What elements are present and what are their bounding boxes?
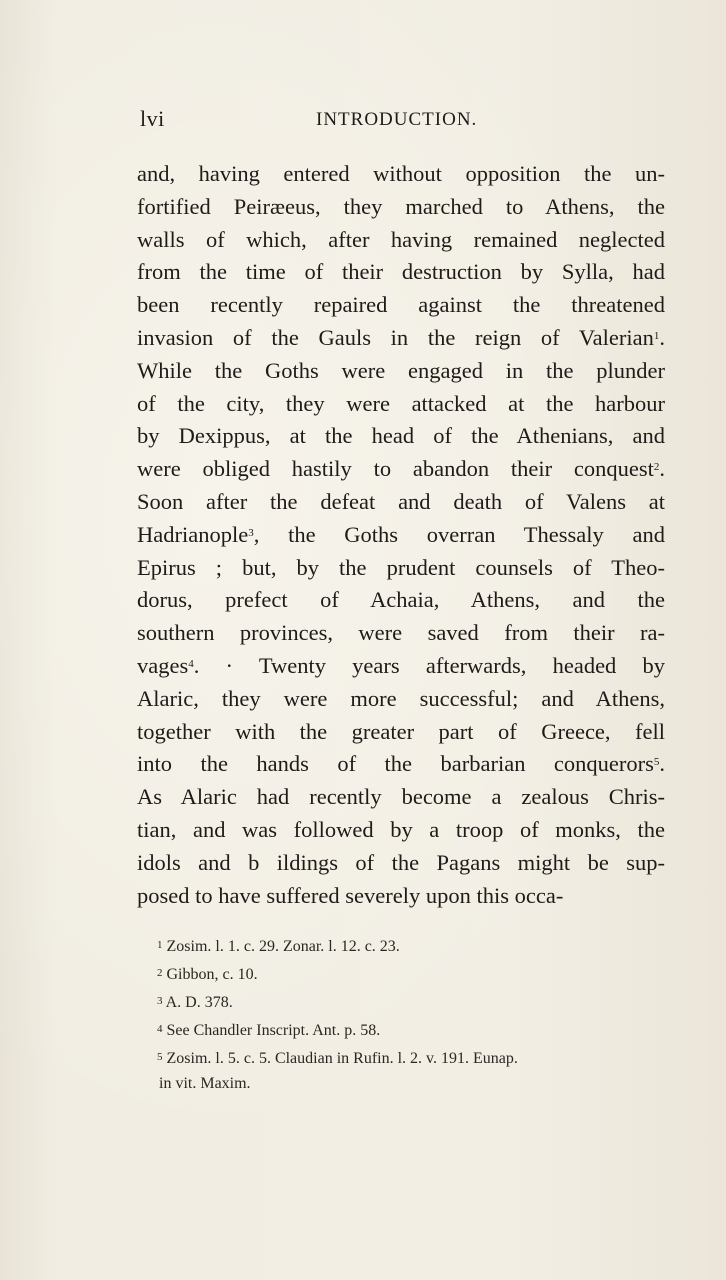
body-line [137,748,665,781]
body-line-text-after-ref: . · Twenty years afterwards, headed by [193,652,665,678]
footnote [157,1045,657,1073]
body-line [137,388,665,421]
body-line [137,191,665,224]
footnote-text: See Chandler Inscript. Ant. p. 58. [162,1022,381,1039]
footnote-reference[interactable]: 5 [653,756,660,769]
footnote [157,1017,657,1045]
footnote-mark: 3 [157,995,163,1007]
body-line-text: were obliged hastily to abandon their conquest [137,456,654,482]
body-line [137,716,665,749]
body-line [137,814,665,847]
body-line-text: vages [137,652,189,678]
footnote-mark: 4 [157,1023,163,1035]
body-line-text: from the time of their destruction by Sylla, had [137,259,665,285]
page-number: lvi [140,106,165,131]
body-line [137,519,665,552]
footnote-mark: 5 [157,1051,163,1063]
body-line [137,650,665,683]
body-line [137,781,665,814]
footnote-text: Zosim. l. 1. c. 29. Zonar. l. 12. c. 23. [162,938,400,955]
body-line-text: invasion of the Gauls in the reign of Valerian [137,324,654,350]
body-line [137,355,665,388]
body-line-text: and, having entered without opposition the un- [137,161,665,186]
body-line-text: idols and b ildings of the Pagans might be sup- [137,849,665,875]
footnote [157,933,657,961]
body-line [137,683,665,716]
footnote-mark: 1 [157,939,163,951]
body-line-text: walls of which, after having remained neglected [137,226,665,252]
footnote [157,961,657,989]
body-line [137,158,665,191]
body-line [137,880,665,913]
body-line [137,420,665,453]
body-line [137,289,665,322]
footnote-text: A. D. 378. [162,994,233,1011]
body-line-text: fortified Peiræeus, they marched to Athens, the [137,193,665,219]
running-head: INTRODUCTION. [316,109,478,130]
body-line [137,617,665,650]
footnote-reference[interactable]: 2 [653,461,660,474]
footnote-reference[interactable]: 3 [248,526,254,539]
body-line-text: together with the greater part of Greece, fell [137,718,665,744]
body-line [137,453,665,486]
body-line [137,224,665,257]
footnote-mark: 2 [157,967,163,979]
body-line [137,584,665,617]
page-header [140,106,660,140]
body-text [137,158,665,912]
body-line-text: been recently repaired against the threatened [137,292,665,318]
body-line-text: Soon after the defeat and death of Valens at [137,488,665,514]
footnote-reference[interactable]: 1 [653,329,660,342]
body-line-text: While the Goths were engaged in the plunder [137,357,665,383]
body-line-text: posed to have suffered severely upon this occa- [137,882,564,908]
body-line-text: Epirus ; but, by the prudent counsels of Theo- [137,554,665,580]
body-line-text: into the hands of the barbarian conquerors [137,751,654,777]
body-line [137,322,665,355]
footnote-text: Zosim. l. 5. c. 5. Claudian in Rufin. l. 2. v. 191. Eunap. [162,1050,518,1067]
footnotes [157,933,657,1095]
body-line-text: of the city, they were attacked at the harbour [137,390,665,416]
footnote-text: Gibbon, c. 10. [162,966,258,983]
body-line-text: As Alaric had recently become a zealous Chris- [137,784,665,810]
body-line-text: Alaric, they were more successful; and Athens, [137,685,665,711]
body-line-text: southern provinces, were saved from their ra- [137,620,665,646]
body-line [137,847,665,880]
body-line-text-after-ref: , the Goths overran Thessaly and [253,521,665,547]
body-line-text: dorus, prefect of Achaia, Athens, and the [137,587,665,613]
body-line-text: tian, and was followed by a troop of monks, the [137,816,665,842]
footnote-continuation: in vit. Maxim. [159,1075,251,1092]
footnote-reference[interactable]: 4 [188,657,194,670]
body-line [137,486,665,519]
body-line [137,256,665,289]
footnote [157,989,657,1017]
body-line-text-after-ref: . [659,324,665,350]
body-line-text: by Dexippus, at the head of the Athenians, and [137,423,665,449]
body-line-text-after-ref: . [659,456,665,482]
body-line-text: Hadrianople [137,521,249,547]
body-line [137,552,665,585]
body-line-text-after-ref: . [659,751,665,777]
